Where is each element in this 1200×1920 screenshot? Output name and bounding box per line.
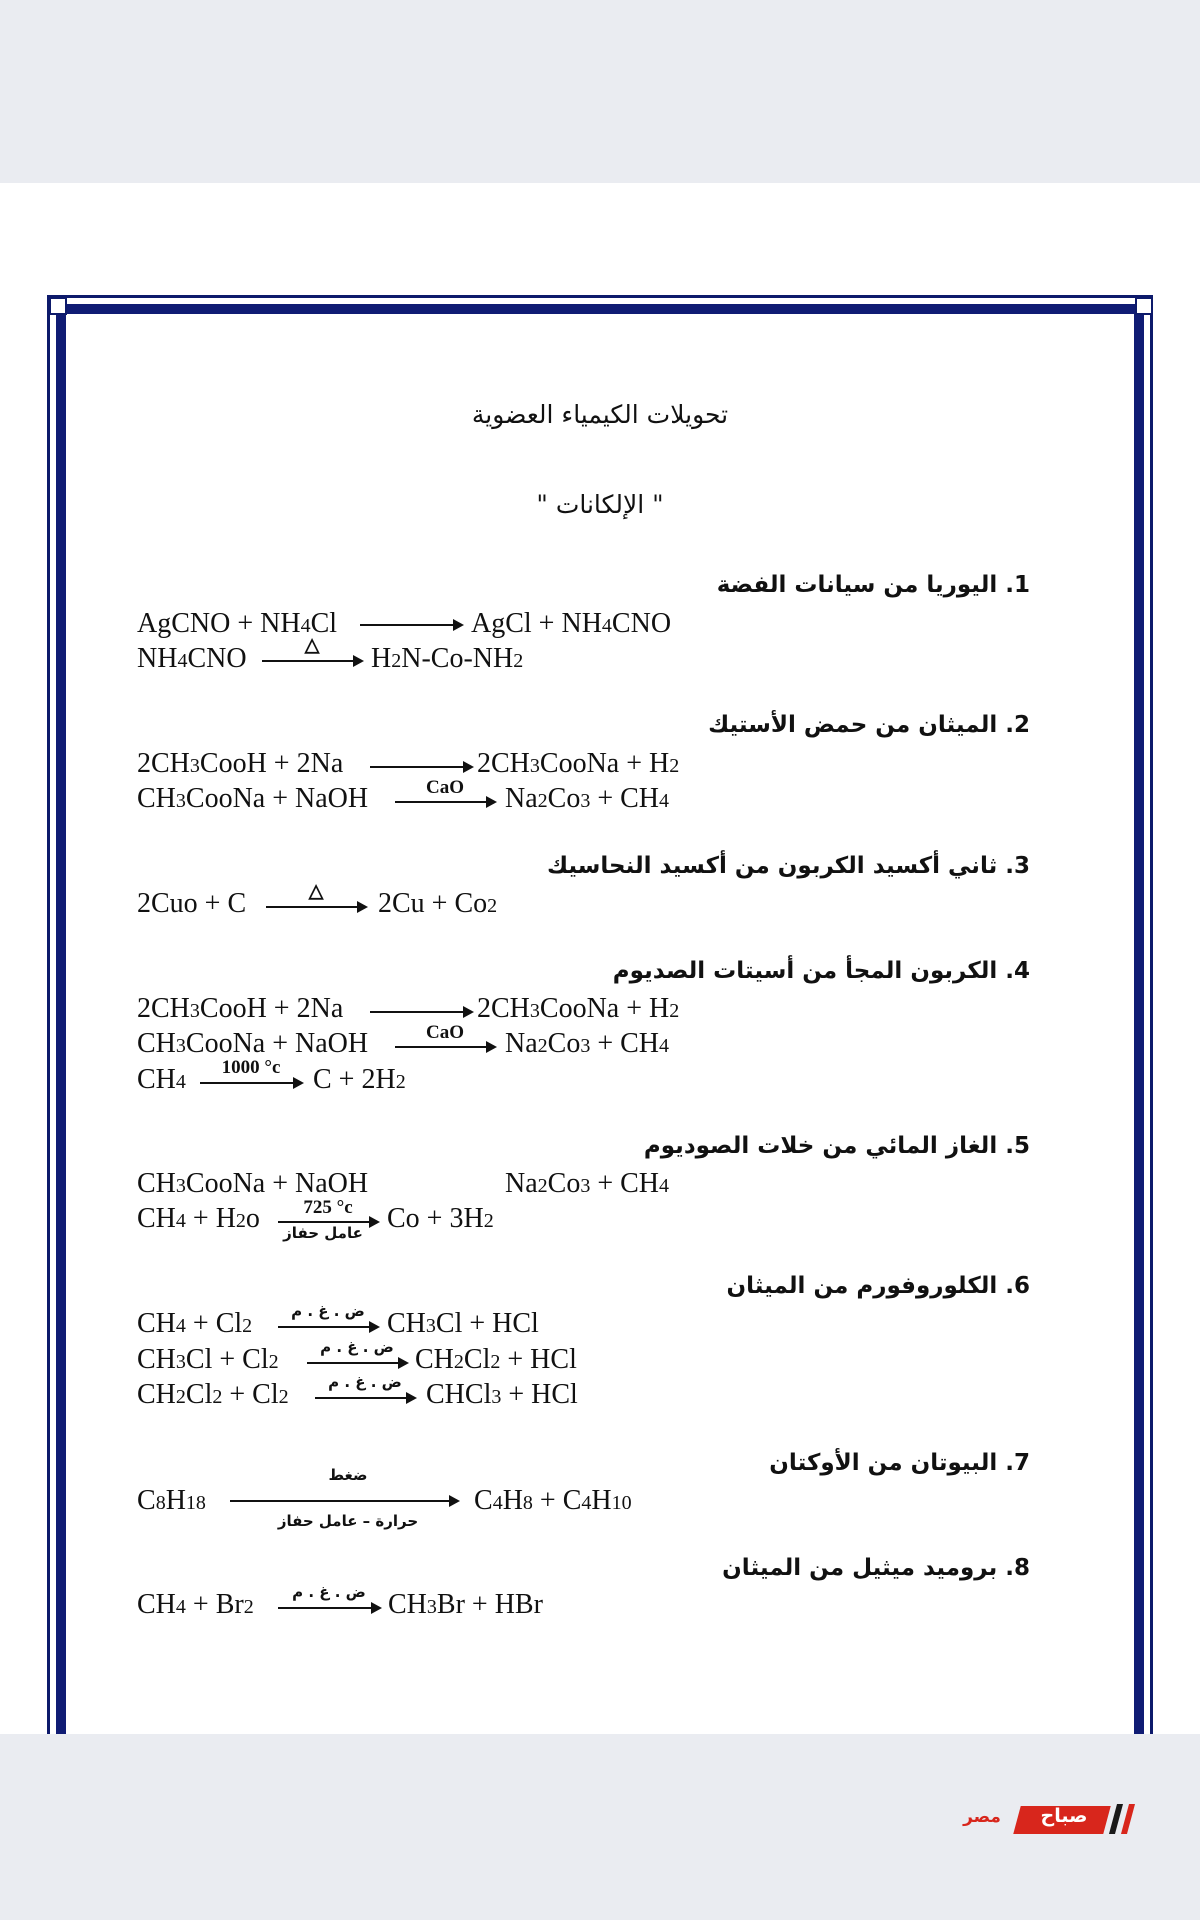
equation-left: CH2Cl2 + Cl2	[137, 1379, 289, 1410]
equation-right: Na2Co3 + CH4	[505, 1168, 670, 1199]
reaction-condition: CaO	[426, 777, 464, 798]
section-heading	[722, 1555, 1030, 1581]
section-title: البيوتان من الأوكتان	[769, 1450, 998, 1476]
equation-right: C + 2H2	[313, 1064, 406, 1095]
document-title: تحويلات الكيمياء العضوية	[471, 400, 729, 429]
sabah-masr-logo	[955, 1800, 1145, 1840]
catalyst-label: عامل حفاز	[283, 1224, 363, 1242]
equation-left: CH4 + Br2	[137, 1589, 254, 1620]
reaction-arrow	[395, 801, 495, 803]
reaction-arrow	[266, 906, 366, 908]
section-heading	[708, 712, 1030, 738]
equation-right: CH2Cl2 + HCl	[415, 1344, 577, 1375]
reaction-arrow	[262, 660, 362, 662]
section-heading	[613, 958, 1030, 984]
frame-corner-top-right	[1135, 297, 1153, 315]
equation-left: 2CH3CooH + 2Na	[137, 993, 344, 1024]
equation-right: 2CH3CooNa + H2	[477, 993, 680, 1024]
reaction-arrow	[360, 624, 462, 626]
equation-left: CH3CooNa + NaOH	[137, 1168, 369, 1199]
reaction-condition: ض . غ . م	[291, 1302, 365, 1320]
equation-left: CH4 + H2o	[137, 1203, 260, 1234]
document-subtitle: " الإلكانات "	[536, 490, 664, 519]
equation-right: H2N-Co-NH2	[371, 643, 524, 674]
section-title: الغاز المائي من خلات الصوديوم	[643, 1133, 998, 1159]
section-heading	[769, 1450, 1030, 1476]
section-heading	[644, 1133, 1030, 1159]
frame-top-inner-line	[56, 304, 1144, 314]
reaction-arrow	[278, 1607, 380, 1609]
equation-right: CH3Br + HBr	[388, 1589, 543, 1620]
section-heading	[717, 572, 1030, 598]
section-number: 7.	[1005, 1450, 1030, 1476]
equation-left: CH3CooNa + NaOH	[137, 783, 369, 814]
equation-left: CH3Cl + Cl2	[137, 1344, 279, 1375]
top-margin-band	[0, 0, 1200, 183]
equation-left: AgCNO + NH4Cl	[137, 608, 338, 639]
reaction-arrow	[370, 766, 472, 768]
section-number: 2.	[1005, 712, 1030, 738]
section-title: الميثان من حمض الأستيك	[708, 712, 998, 738]
equation-right: Na2Co3 + CH4	[505, 1028, 670, 1059]
heat-catalyst-label: حرارة – عامل حفاز	[277, 1512, 419, 1530]
logo-slash-dark	[1109, 1804, 1123, 1834]
reaction-arrow	[200, 1082, 302, 1084]
section-number: 6.	[1005, 1273, 1030, 1299]
section-number: 1.	[1005, 572, 1030, 598]
reaction-condition: 1000 °c	[221, 1057, 281, 1078]
reaction-arrow	[307, 1362, 407, 1364]
equation-left: CH4	[137, 1064, 186, 1095]
reaction-arrow	[230, 1500, 458, 1502]
reaction-arrow	[278, 1326, 378, 1328]
reaction-condition: 725 °c	[303, 1197, 353, 1218]
logo-word-sabah: صباح	[1040, 1805, 1088, 1827]
reaction-condition: CaO	[426, 1022, 464, 1043]
reaction-arrow	[395, 1046, 495, 1048]
reaction-arrow	[315, 1397, 415, 1399]
logo-word-masr: مصر	[963, 1807, 1001, 1827]
equation-right: 2Cu + Co2	[378, 888, 498, 919]
frame-corner-top-left	[49, 297, 67, 315]
section-number: 5.	[1005, 1133, 1030, 1159]
logo-slash-red	[1121, 1804, 1135, 1834]
reaction-condition: ض . غ . م	[328, 1373, 402, 1391]
section-heading	[547, 853, 1030, 879]
section-number: 3.	[1005, 853, 1030, 879]
equation-right: CHCl3 + HCl	[426, 1379, 578, 1410]
section-heading	[726, 1273, 1030, 1299]
reaction-condition: ض . غ . م	[292, 1583, 366, 1601]
frame-top-outer-line	[47, 295, 1153, 298]
section-title: بروميد ميثيل من الميثان	[722, 1555, 998, 1581]
equation-right: 2CH3CooNa + H2	[477, 748, 680, 779]
section-title: ثاني أكسيد الكربون من أكسيد النحاسيك	[546, 853, 998, 879]
section-title: الكربون المجأ من أسيتات الصديوم	[612, 958, 998, 984]
equation-left: 2CH3CooH + 2Na	[137, 748, 344, 779]
section-title: الكلوروفورم من الميثان	[726, 1273, 998, 1299]
equation-left: CH3CooNa + NaOH	[137, 1028, 369, 1059]
section-number: 8.	[1005, 1555, 1030, 1581]
section-number: 4.	[1005, 958, 1030, 984]
equation-right: Na2Co3 + CH4	[505, 783, 670, 814]
equation-left: CH4 + Cl2	[137, 1308, 253, 1339]
delta-heat-icon: △	[308, 881, 324, 902]
equation-right: AgCl + NH4CNO	[471, 608, 672, 639]
reaction-condition: ض . غ . م	[320, 1338, 394, 1356]
section-title: اليوريا من سيانات الفضة	[716, 572, 998, 598]
reaction-arrow	[278, 1221, 378, 1223]
equation-right: C4H8 + C4H10	[474, 1485, 632, 1516]
reaction-arrow	[370, 1011, 472, 1013]
equation-right: Co + 3H2	[387, 1203, 494, 1234]
equation-left: 2Cuo + C	[137, 888, 247, 919]
equation-left: C8H18	[137, 1485, 206, 1516]
delta-heat-icon: △	[304, 635, 320, 656]
pressure-label: ضغط	[328, 1466, 368, 1484]
equation-right: CH3Cl + HCl	[387, 1308, 539, 1339]
equation-left: NH4CNO	[137, 643, 247, 674]
